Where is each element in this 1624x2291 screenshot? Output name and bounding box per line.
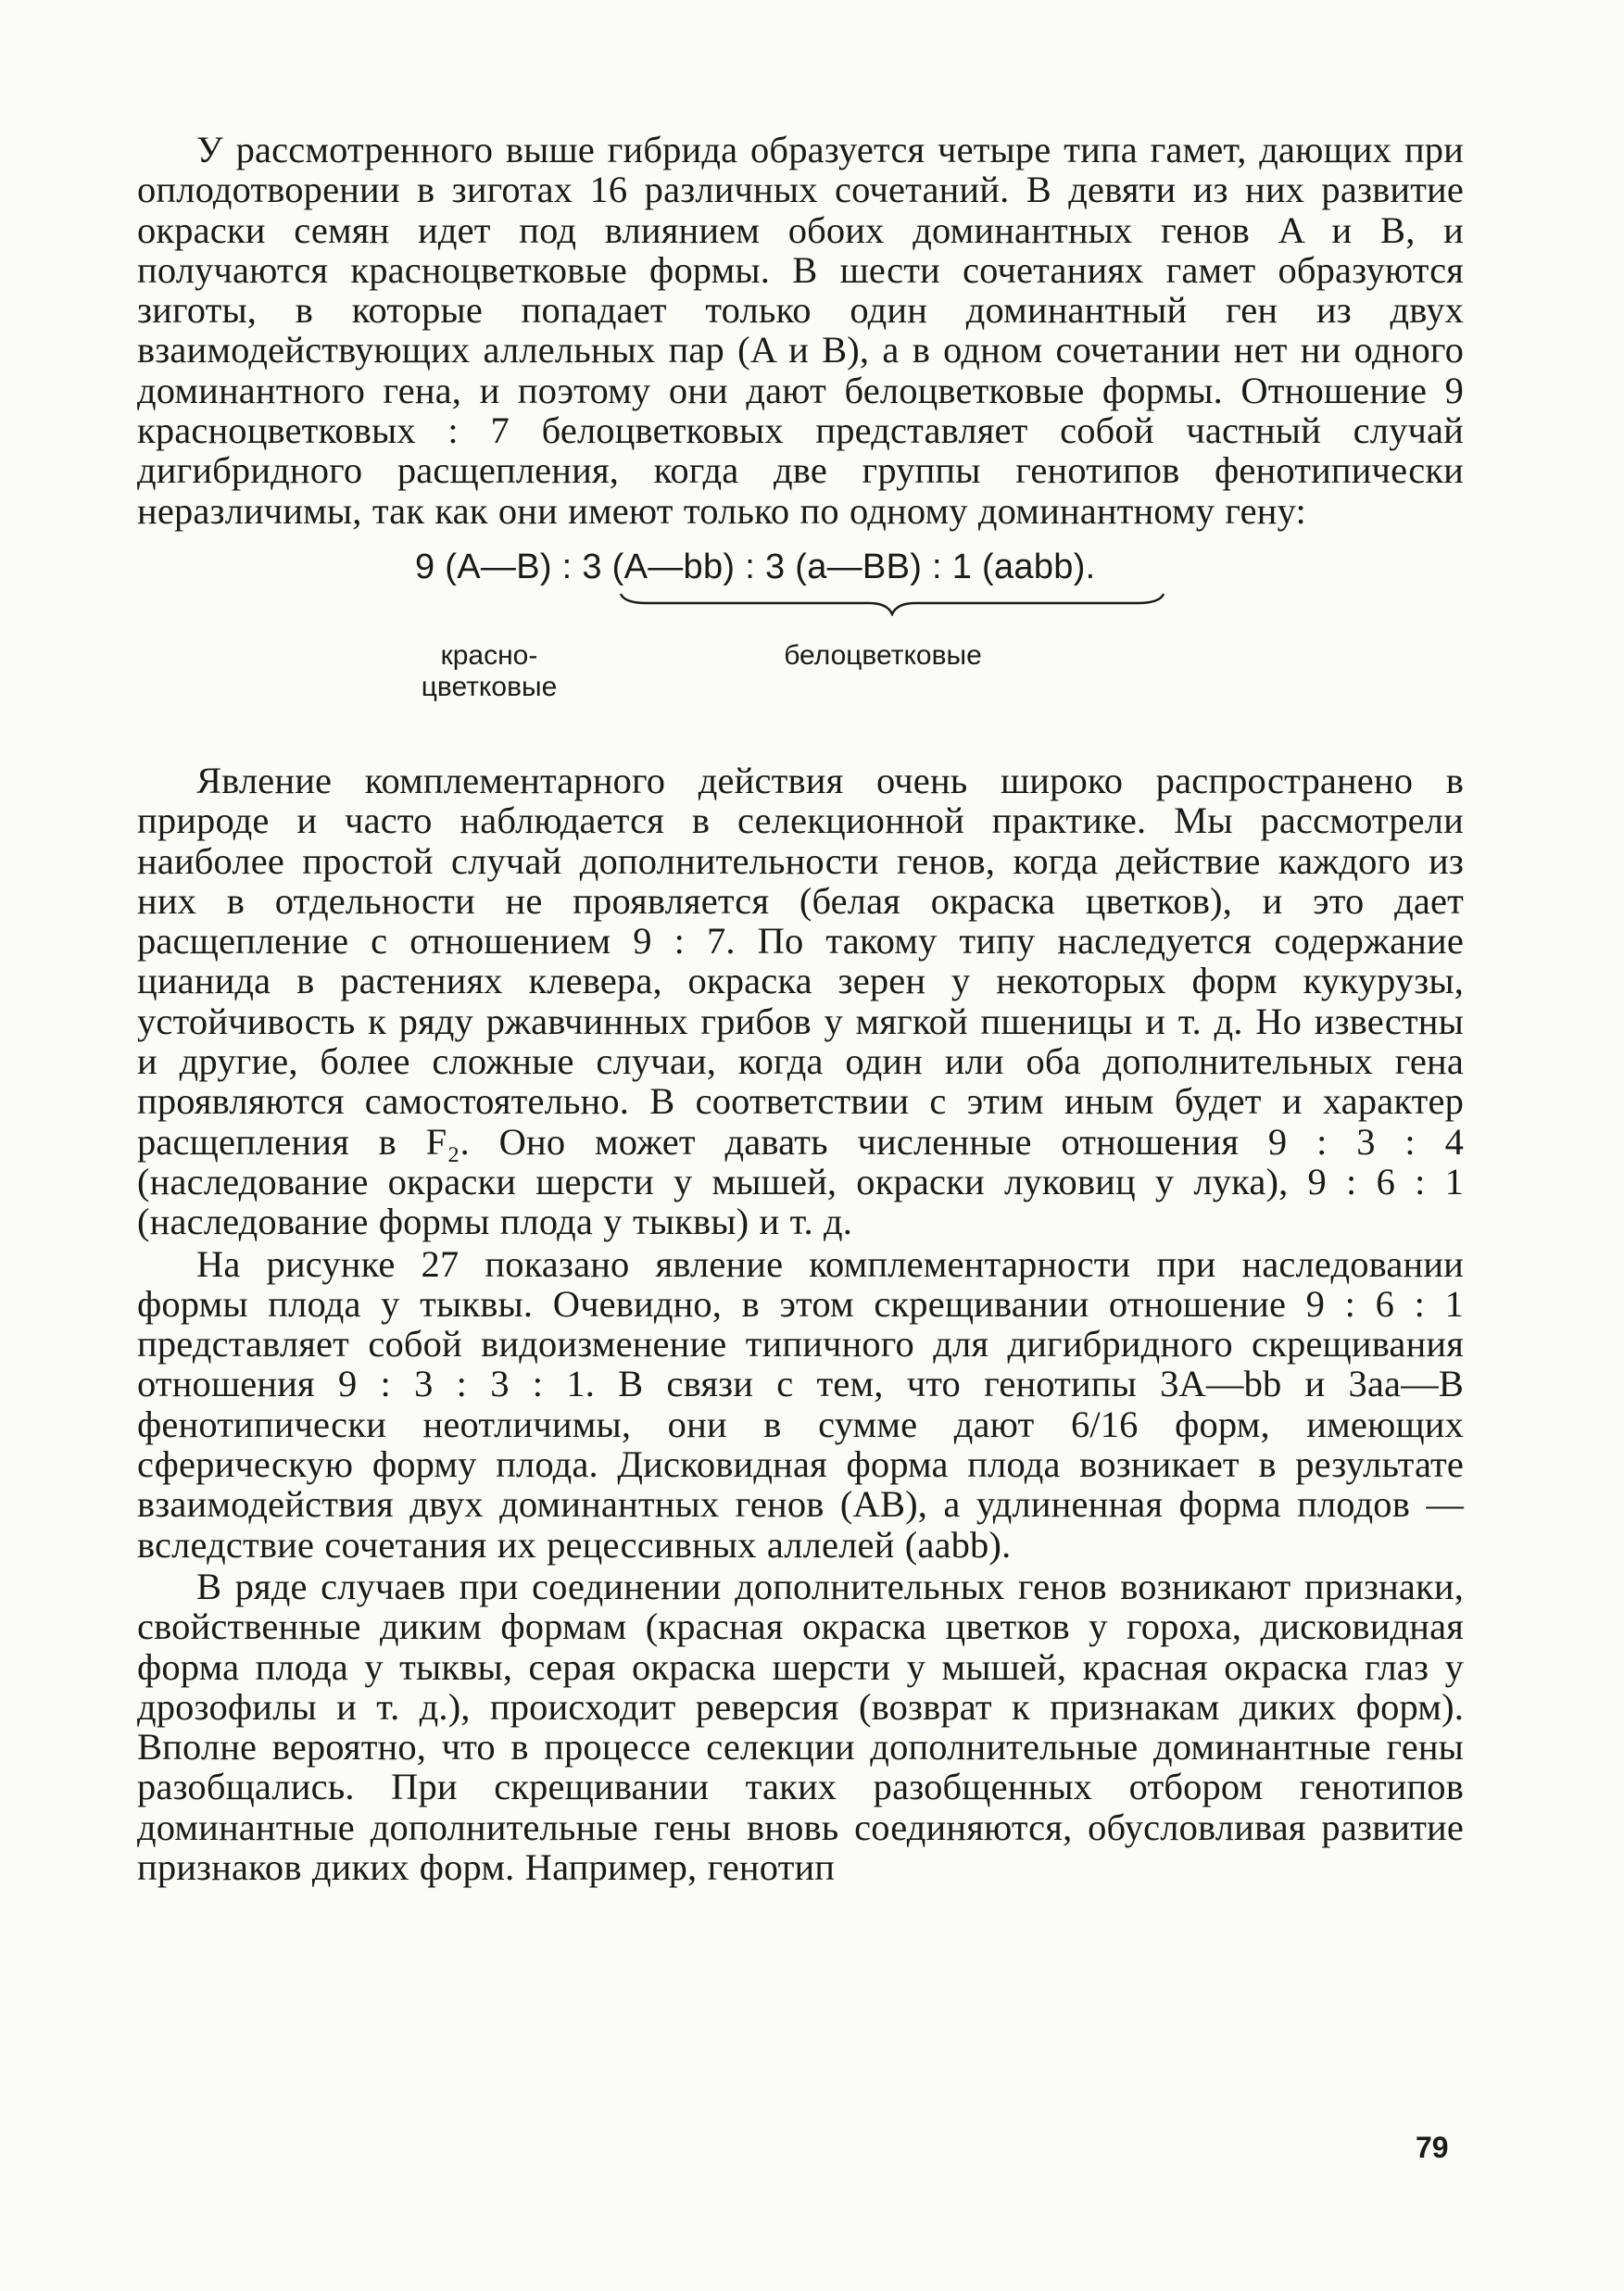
page-body [137, 130, 1464, 1887]
paragraph-2: Явление комплементарного действия очень широко распространено в природе и часто наблюдается в селекционной практике. Мы рассмотрели наиболее простой случай дополнительности генов, когда действие каждого из них в отдельности не проявляется (белая окраска цветков), и это дает расщепление с отношением 9 : 7. По такому типу наследуется содержание цианида в растениях клевера, окраска зерен у некоторых форм кукурузы, устойчивость к ряду ржавчинных грибов у мягкой пшеницы и т. д. Но известны и другие, более сложные случаи, когда один или оба дополнительных гена проявляются самостоятельно. В соответствии с этим иным будет и характер расщепления в F₂. Оно может давать численные отношения 9 : 3 : 4 (наследование окраски шерсти у мышей, окраски луковиц у лука), 9 : 6 : 1 (наследование формы плода у тыквы) и т. д. [137, 759, 1464, 1243]
page-number: 79 [1416, 2131, 1449, 2164]
paragraph-1: У рассмотренного выше гибрида образуется четыре типа гамет, дающих при оплодотворении в зиготах 16 различных сочетаний. В девяти из них развитие окраски семян идет под влиянием обоих доминантных генов A и B, и получаются красноцветковые формы. В шести сочетаниях гамет образуются зиготы, в которые попадает только один доминантный ген из двух взаимодействующих аллельных пар (A и B), а в одном сочетании нет ни одного доминантного гена, и поэтому они дают белоцветковые формы. Отношение 9 красноцветковых : 7 белоцветковых представляет собой частный случай дигибридного расщепления, когда две группы генотипов фенотипически неразличимы, так как они имеют только по одному доминантному гену: [137, 129, 1464, 532]
paragraph-3: На рисунке 27 показано явление комплементарности при наследовании формы плода у тыквы. Очевидно, в этом скрещивании отношение 9 : 6 : 1 представляет собой видоизменение типичного для дигибридного скрещивания отношения 9 : 3 : 3 : 1. В связи с тем, что генотипы 3A—bb и 3aa—B фенотипически неотличимы, они в сумме дают 6/16 форм, имеющих сферическую форму плода. Дисковидная форма плода возникает в результате взаимодействия двух доминантных генов (AB), а удлиненная форма плодов — вследствие сочетания их рецессивных аллелей (aabb). [137, 1242, 1464, 1566]
white-flowered-brace [619, 592, 1165, 616]
label-red-flowered [387, 640, 591, 703]
label-red-line1: красно- [440, 639, 538, 671]
segregation-formula: 9 (A—B) : 3 (A—bb) : 3 (a—BB) : 1 (aabb). [415, 547, 1096, 586]
label-white-flowered: белоцветковые [784, 639, 982, 671]
paragraph-4: В ряде случаев при соединении дополнительных генов возникают признаки, свойственные диким формам (красная окраска цветков у гороха, дисковидная форма плода у тыквы, серая окраска шерсти у мышей, красная окраска глаз у дрозофилы и т. д.), происходит реверсия (возврат к признакам диких форм). Вполне вероятно, что в процессе селекции дополнительные доминантные гены разобщались. При скрещивании таких разобщенных отбором генотипов доминантные дополнительные гены вновь соединяются, обусловливая развитие признаков диких форм. Например, генотип [137, 1565, 1464, 1888]
label-red-line2: цветковые [421, 671, 558, 702]
formula-block [137, 536, 1464, 742]
